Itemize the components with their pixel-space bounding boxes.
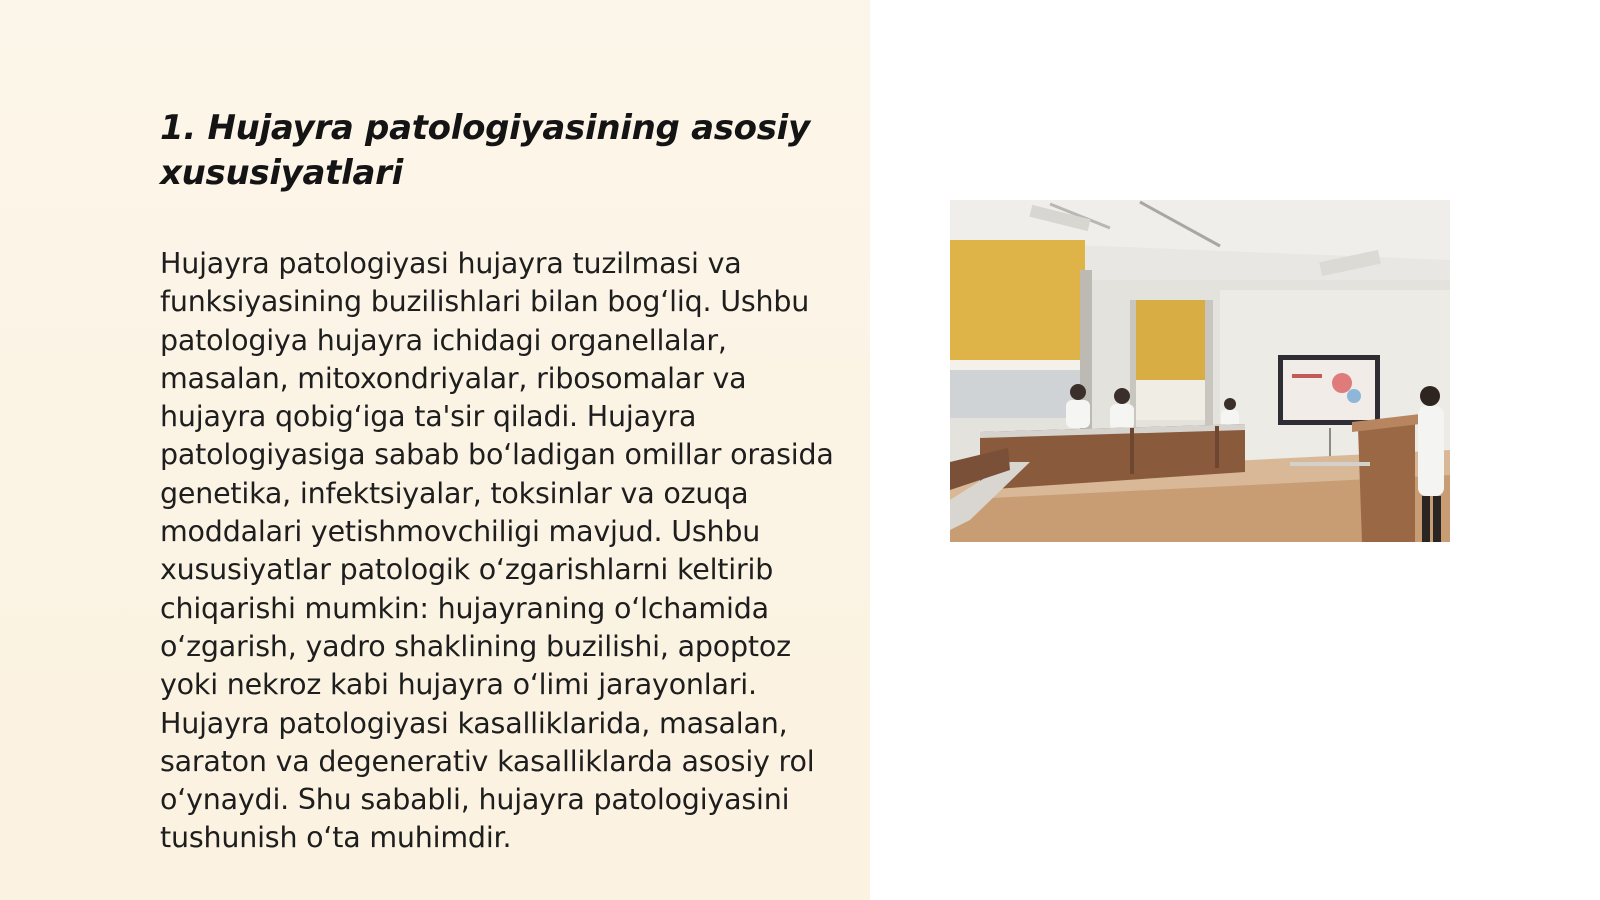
classroom-photo	[950, 200, 1450, 542]
slide-body-text: Hujayra patologiyasi hujayra tuzilmasi va funksiyasining buzilishlari bilan bog‘liq. Ushbu patologiya hujayra ichidagi organellalar, masalan, mitoxondriyalar, ribosomalar va hujayra qobig‘iga ta'sir qiladi. Hujayra patologiyasiga sabab bo‘ladigan omillar orasida genetika, infektsiyalar, toksinlar va ozuqa moddalari yetishmovchiligi mavjud. Ushbu xususiyatlar patologik o‘zgarishlarni keltirib chiqarishi mumkin: hujayraning o‘lchamida o‘zgarish, yadro shaklining buzilishi, apoptoz yoki nekroz kabi hujayra o‘limi jarayonlari. Hujayra patologiyasi kasalliklarida, masalan, saraton va degenerativ kasalliklarda asosiy rol o‘ynaydi. Shu sababli, hujayra patologiyasini tushunish o‘ta muhimdir.	[160, 247, 834, 855]
photo-window-blind-right	[1135, 300, 1213, 390]
photo-podium	[1358, 420, 1415, 542]
slide-title: 1. Hujayra patologiyasining asosiy xususiyatlari	[160, 108, 810, 193]
